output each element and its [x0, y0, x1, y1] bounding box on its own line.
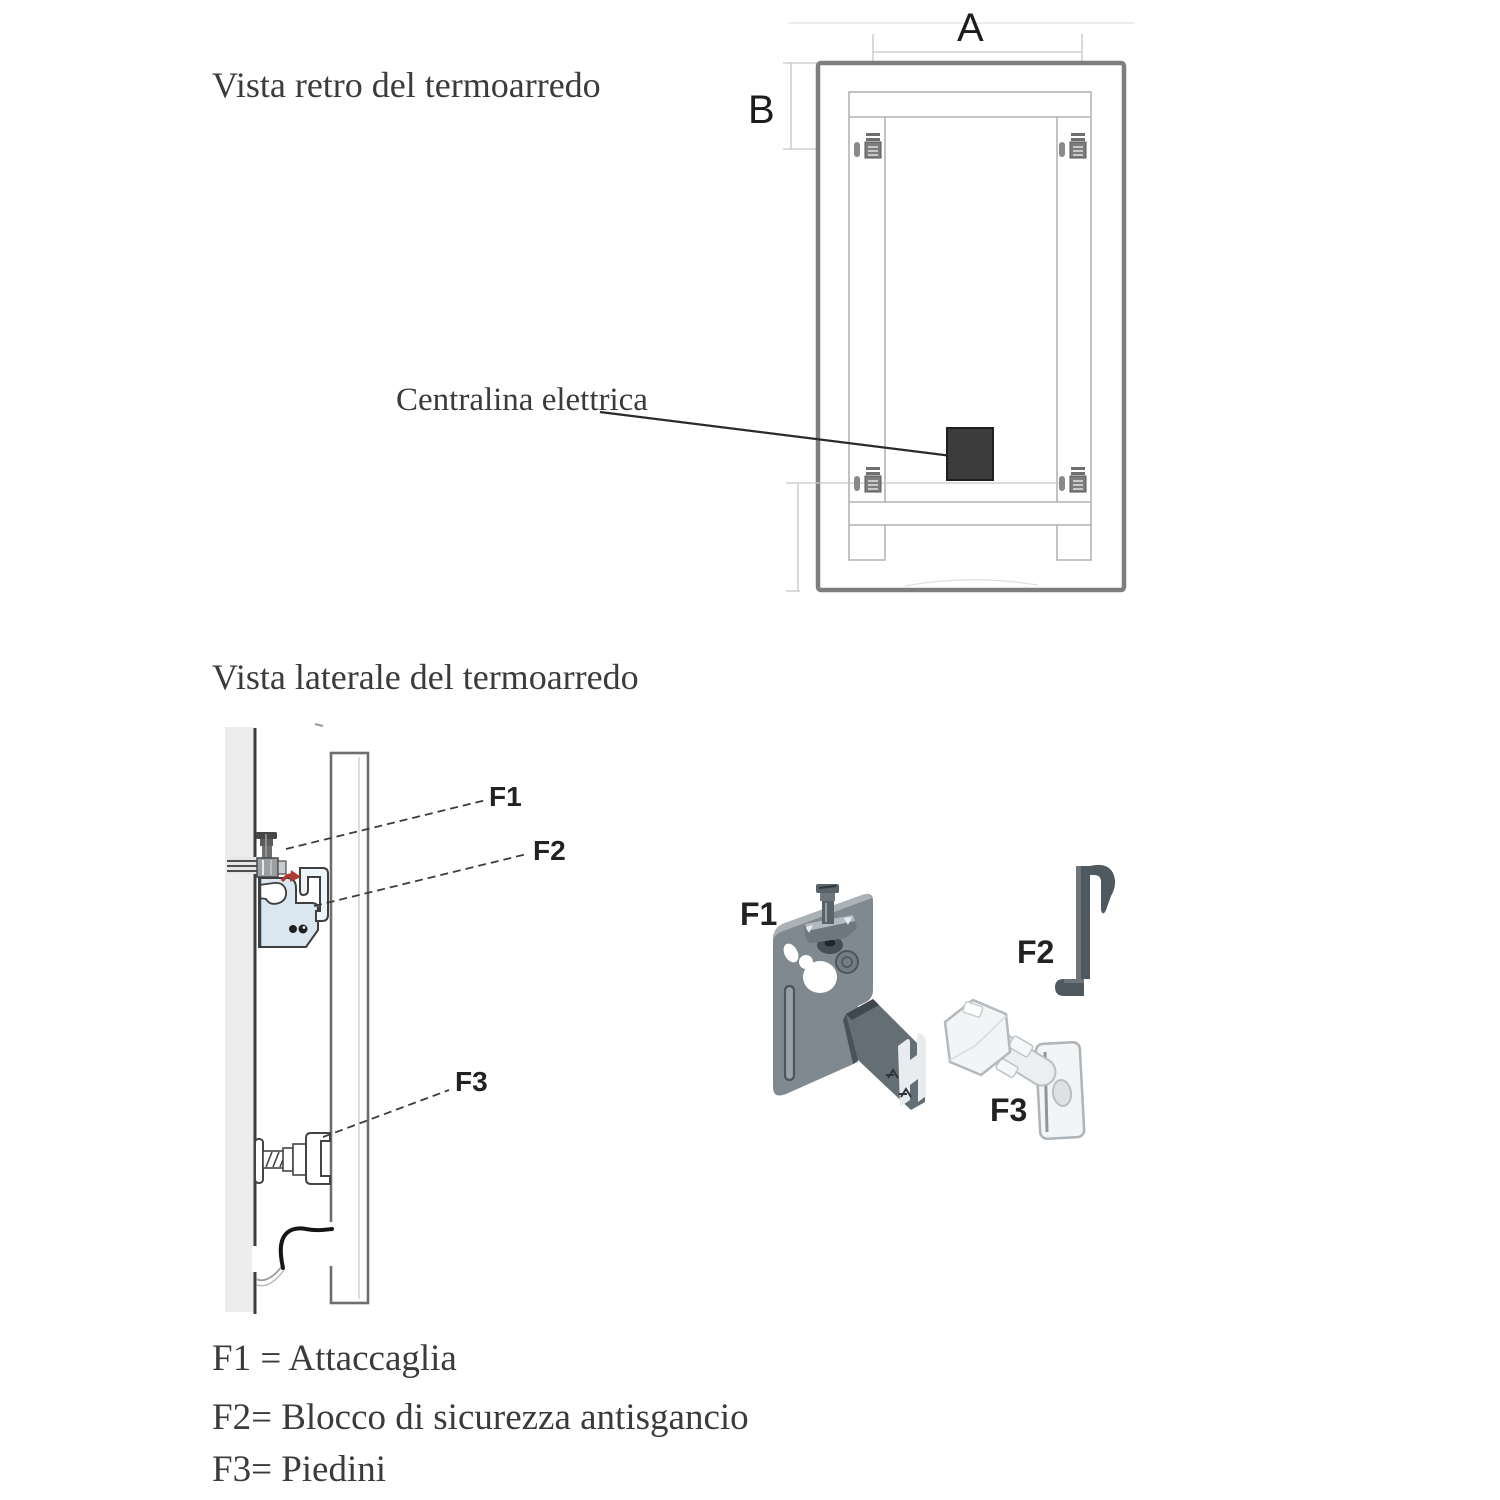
f2-body	[1055, 866, 1090, 996]
part-label-f1: F1	[740, 896, 778, 932]
f1-slot	[785, 986, 794, 1080]
power-cable	[252, 1222, 339, 1286]
dimension-label-a: A	[957, 6, 984, 50]
side-view-drawing	[225, 724, 527, 1314]
nut-block	[257, 858, 278, 877]
legend-line-f1: F1 = Attaccaglia	[212, 1338, 457, 1379]
dimension-label-b: B	[748, 88, 775, 132]
radiator-tube	[331, 753, 368, 1303]
f1-screw-head	[836, 951, 858, 973]
control-unit-square	[947, 428, 993, 480]
control-unit-callout: Centralina elettrica	[396, 382, 648, 418]
back-view-title: Vista retro del termoarredo	[212, 65, 601, 105]
part-label-f3: F3	[990, 1092, 1028, 1128]
f2-hook-top	[1090, 865, 1115, 914]
leader-line-f1	[286, 800, 486, 849]
side-foot-f3-assembly	[255, 1133, 330, 1184]
side-label-f2: F2	[533, 835, 566, 866]
foot-clamp	[306, 1133, 330, 1184]
wall	[225, 727, 254, 1312]
back-view-drawing	[600, 23, 1135, 591]
side-label-f3: F3	[455, 1066, 488, 1097]
side-view-title: Vista laterale del termoarredo	[212, 657, 639, 697]
part-label-f2: F2	[1017, 934, 1055, 970]
part-f2-3d	[1055, 865, 1115, 996]
cable-line	[281, 1228, 332, 1268]
legend-line-f3: F3= Piedini	[212, 1449, 387, 1490]
legend-line-f2: F2= Blocco di sicurezza antisgancio	[212, 1397, 749, 1438]
side-label-f1: F1	[489, 781, 522, 812]
part-f1-3d	[773, 884, 926, 1110]
